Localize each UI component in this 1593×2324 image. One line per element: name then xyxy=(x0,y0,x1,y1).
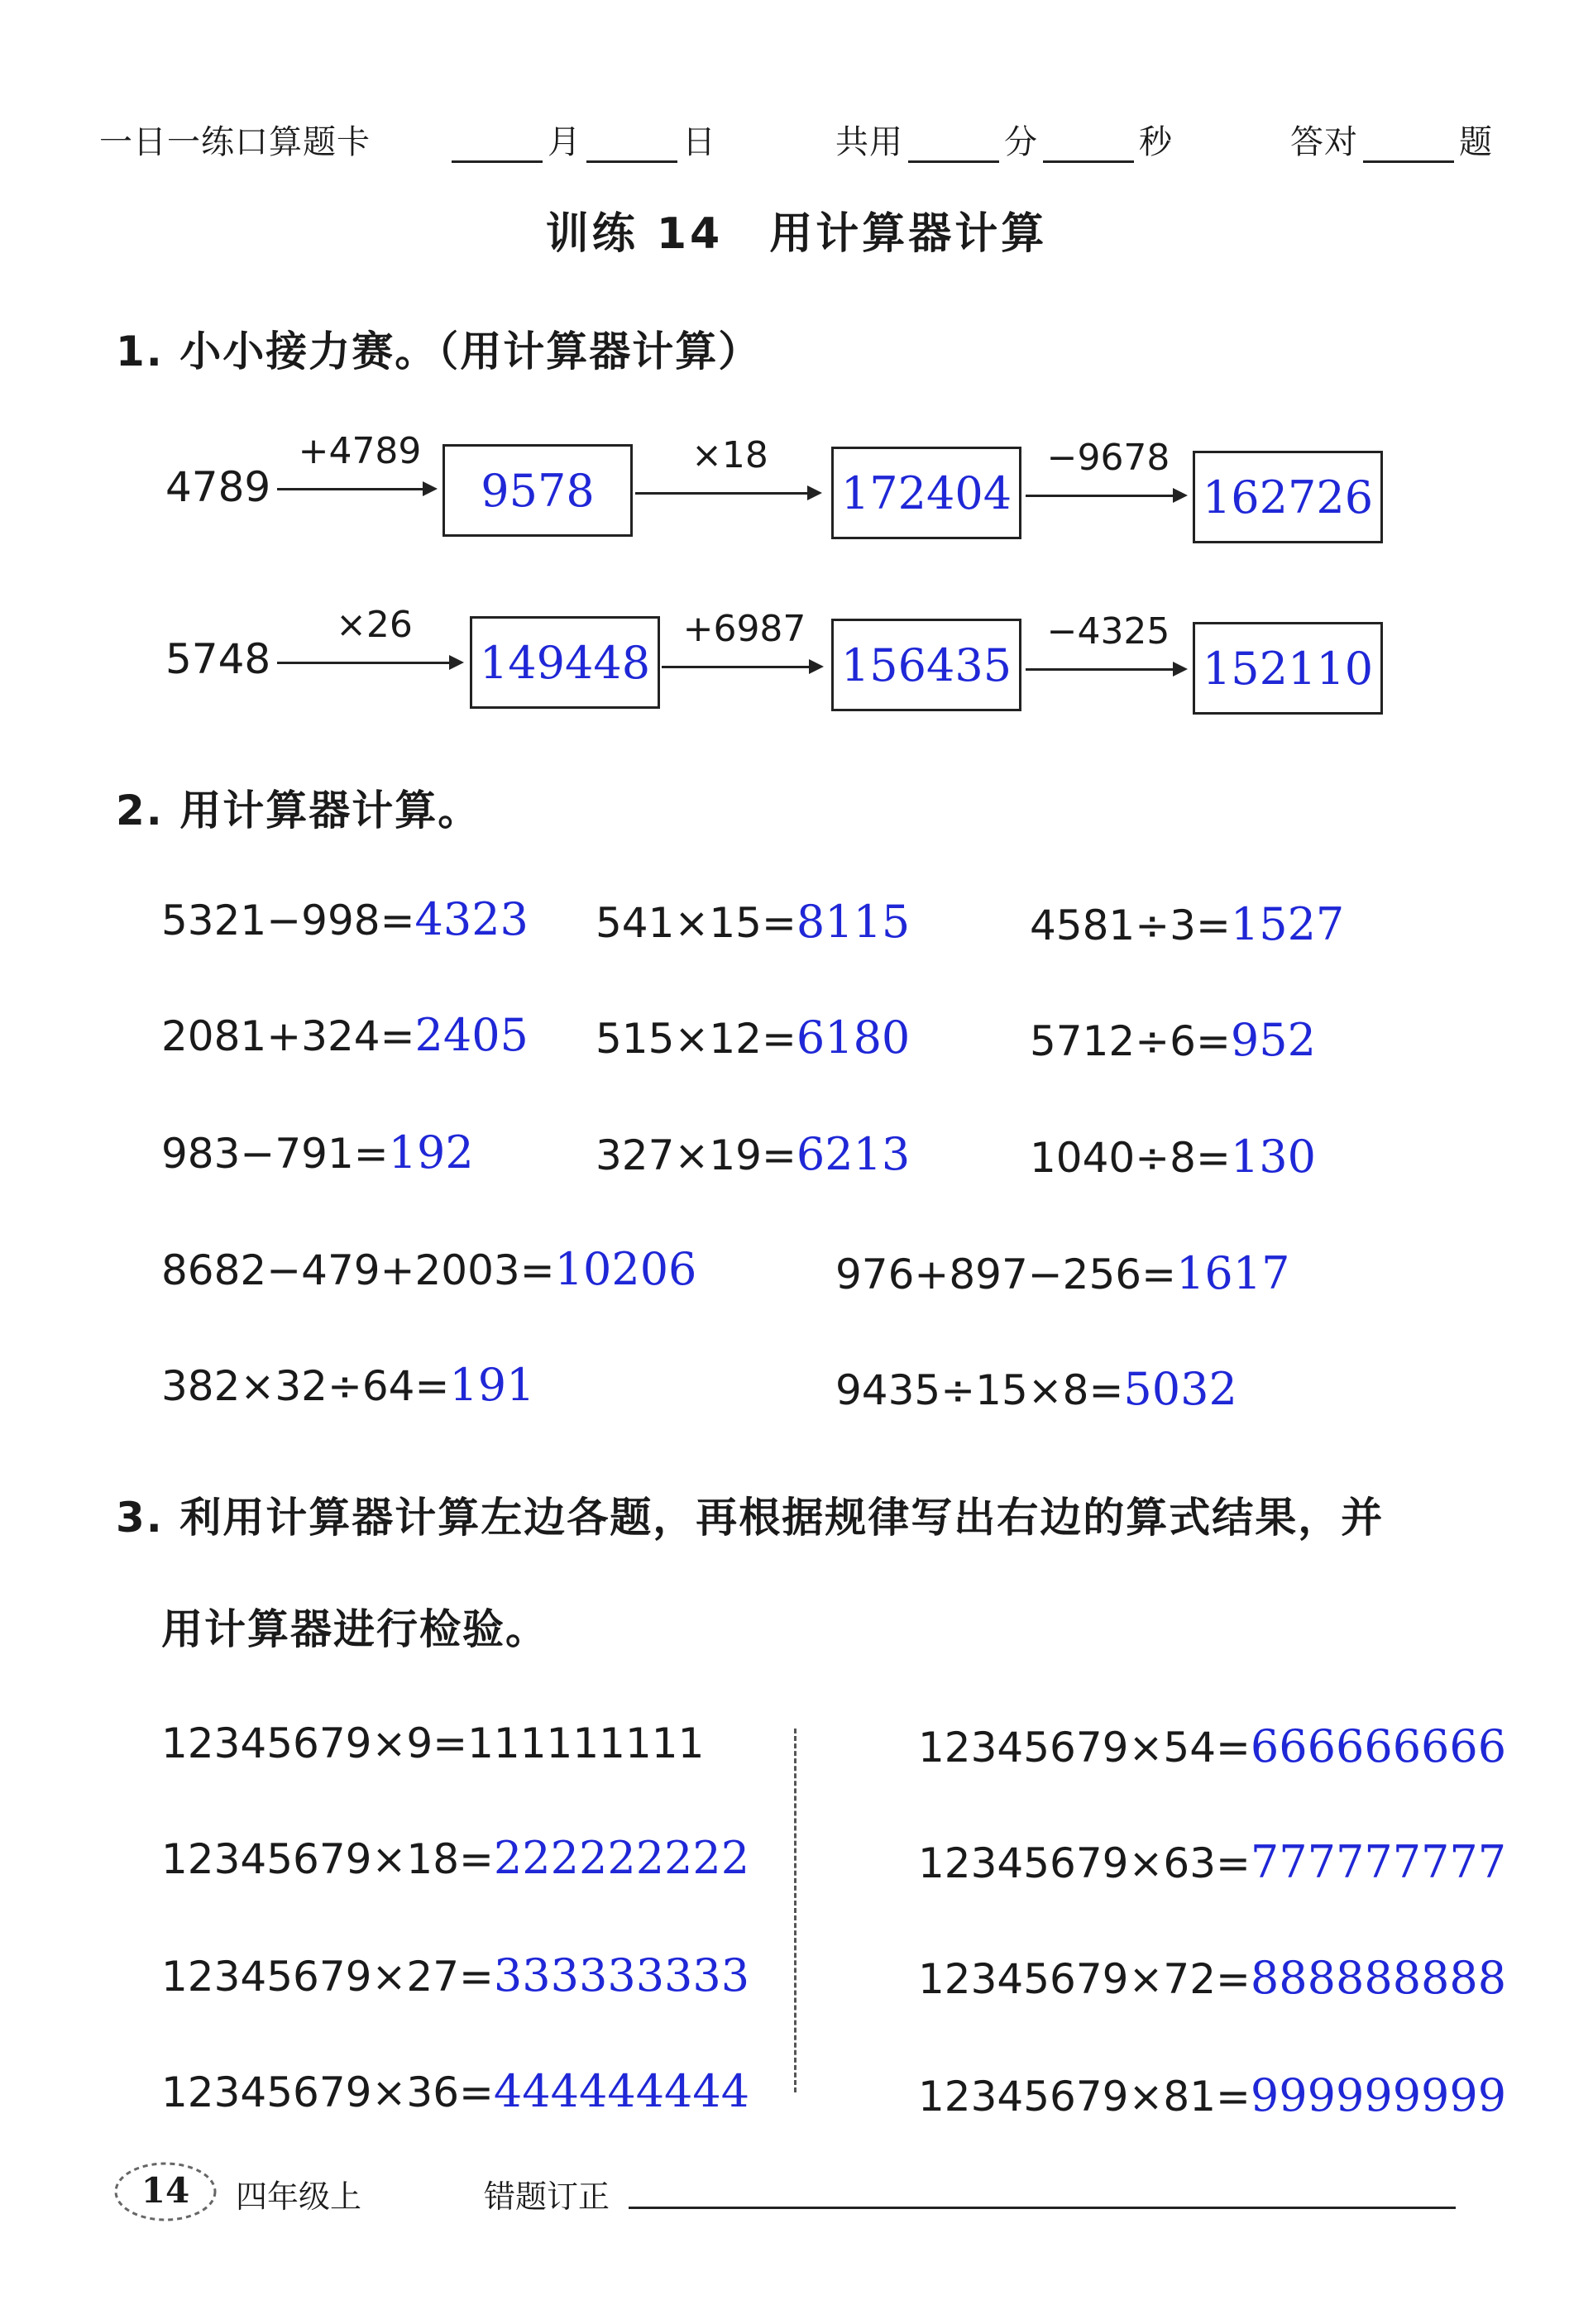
s2-item-1-2: 541×15=8115 xyxy=(596,896,911,948)
chain1-arrow1 xyxy=(277,488,434,490)
s2-item-2-2: 515×12=6180 xyxy=(596,1011,911,1064)
s2-item-5-2: 9435÷15×8=5032 xyxy=(835,1363,1237,1415)
correct-prefix: 答对 xyxy=(1290,123,1358,161)
chain2-arrow2 xyxy=(662,666,820,668)
chain2-arrow1 xyxy=(277,662,461,664)
s2-item-3-2: 327×19=6213 xyxy=(596,1128,911,1180)
section2-heading: 2. 用计算器计算。 xyxy=(116,787,481,834)
section3-heading-line2: 用计算器进行检验。 xyxy=(161,1605,548,1653)
score-field xyxy=(1290,116,1493,163)
chain2-arrow3 xyxy=(1026,668,1184,671)
chain2-op1: ×26 xyxy=(336,604,413,646)
month-label: 月 xyxy=(548,123,581,161)
date-field xyxy=(447,116,716,163)
s3-left-4: 12345679×36=444444444 xyxy=(161,2065,750,2117)
s3-right-2: 12345679×63=777777777 xyxy=(918,1836,1507,1888)
chain1-result1: 9578 xyxy=(442,444,633,537)
chain2-result3: 152110 xyxy=(1193,622,1383,715)
chain2-result2: 156435 xyxy=(831,619,1021,711)
s2-item-4-1: 8682−479+2003=10206 xyxy=(161,1243,697,1295)
section3-heading-line1: 3. 利用计算器计算左边各题，再根据规律写出右边的算式结果，并 xyxy=(116,1494,1385,1542)
s2-item-2-1: 2081+324=2405 xyxy=(161,1009,529,1061)
chain1-arrow3 xyxy=(1026,495,1184,497)
chain1-arrow2 xyxy=(635,492,819,495)
time-field xyxy=(835,116,1173,163)
s2-item-5-1: 382×32÷64=191 xyxy=(161,1359,535,1411)
minute-label: 分 xyxy=(1004,123,1038,161)
section1-heading: 1. 小小接力赛。（用计算器计算） xyxy=(116,328,762,375)
question-label: 题 xyxy=(1459,123,1493,161)
s2-item-1-1: 5321−998=4323 xyxy=(161,893,529,945)
chain1-op3: −9678 xyxy=(1046,437,1170,479)
s3-right-3: 12345679×72=888888888 xyxy=(918,1952,1507,2004)
grade-label: 四年级上 xyxy=(236,2178,362,2215)
chain1-result3: 162726 xyxy=(1193,451,1383,543)
s2-item-3-1: 983−791=192 xyxy=(161,1126,474,1179)
chain1-op2: ×18 xyxy=(691,434,768,476)
s3-right-1: 12345679×54=666666666 xyxy=(918,1720,1507,1772)
page-number: 14 xyxy=(141,2170,190,2211)
s2-item-2-3: 5712÷6=952 xyxy=(1030,1014,1316,1066)
page-title: 训练 14 用计算器计算 xyxy=(545,209,1048,259)
card-title: 一日一练口算题卡 xyxy=(99,123,371,161)
correction-label: 错题订正 xyxy=(484,2178,610,2215)
page-number-badge xyxy=(112,2159,219,2225)
s2-item-4-2: 976+897−256=1617 xyxy=(835,1247,1290,1299)
chain1-op1: +4789 xyxy=(298,430,422,472)
s3-left-1: 12345679×9=111111111 xyxy=(161,1719,705,1767)
chain2-start: 5748 xyxy=(165,635,271,683)
s3-right-4: 12345679×81=999999999 xyxy=(918,2069,1507,2121)
chain1-result2: 172404 xyxy=(831,447,1021,539)
s2-item-1-3: 4581÷3=1527 xyxy=(1030,898,1345,950)
chain2-result1: 149448 xyxy=(470,616,660,709)
s3-left-2: 12345679×18=222222222 xyxy=(161,1832,750,1884)
s2-item-3-3: 1040÷8=130 xyxy=(1030,1131,1316,1183)
chain2-op3: −4325 xyxy=(1046,610,1170,653)
total-prefix: 共用 xyxy=(835,123,903,161)
chain2-op2: +6987 xyxy=(682,608,806,650)
s3-left-3: 12345679×27=333333333 xyxy=(161,1949,750,2001)
column-divider xyxy=(794,1729,796,2092)
correction-line xyxy=(629,2207,1456,2209)
day-label: 日 xyxy=(682,123,716,161)
chain1-start: 4789 xyxy=(165,463,271,511)
second-label: 秒 xyxy=(1139,123,1173,161)
